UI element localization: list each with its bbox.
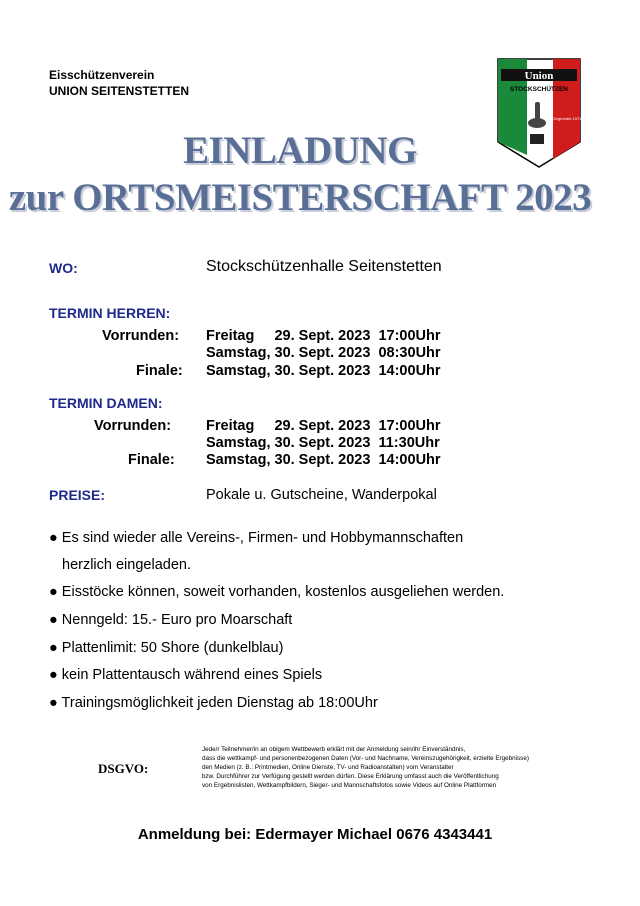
wo-value: Stockschützenhalle Seitenstetten	[206, 258, 442, 275]
dsgvo-line: den Medien (z. B.: Printmedien, Online Dienste, TV- und Radioanstalten) vom Veranstalter	[202, 764, 454, 771]
club-name	[49, 67, 189, 99]
list-item	[49, 530, 463, 546]
bullet-icon: ●	[49, 584, 58, 600]
title-line1: EINLADUNG	[183, 129, 417, 172]
bullet-icon: ●	[49, 667, 58, 683]
list-item	[49, 640, 283, 656]
dsgvo-text	[202, 745, 582, 790]
list-item-continuation: herzlich eingeladen.	[62, 557, 191, 573]
dsgvo-line: Jede/r Teilnehmer/in an obigem Wettbewerb erklärt mit der Anmeldung sein/ihr Einverständnis,	[202, 746, 466, 753]
list-item-text: Plattenlimit: 50 Shore (dunkelblau)	[61, 640, 284, 656]
dsgvo-line: dass die wettkampf- und personenbezogenen Daten (Vor- und Nachname, Vereinszugehörigkeit, erzielte Ergebnisse)	[202, 755, 529, 762]
herren-vorrunde-1: Freitag 29. Sept. 2023 17:00Uhr	[206, 328, 441, 344]
termin-damen-heading: TERMIN DAMEN:	[49, 395, 163, 411]
list-item	[49, 667, 322, 683]
damen-finale-label: Finale:	[128, 452, 175, 468]
bullet-icon: ●	[49, 530, 58, 546]
damen-vorrunde-1: Freitag 29. Sept. 2023 17:00Uhr	[206, 418, 441, 434]
club-name-line1: Eisschützenverein	[49, 68, 155, 82]
bullet-icon: ●	[49, 612, 58, 628]
list-item-text: kein Plattentausch während eines Spiels	[61, 667, 323, 683]
bullet-icon: ●	[49, 640, 58, 656]
damen-vorrunde-2: Samstag, 30. Sept. 2023 11:30Uhr	[206, 435, 440, 451]
wo-label: WO:	[49, 260, 78, 276]
damen-vorrunden-label: Vorrunden:	[94, 418, 172, 434]
list-item-text: Eisstöcke können, soweit vorhanden, kostenlos ausgeliehen werden.	[61, 584, 505, 600]
herren-vorrunde-2: Samstag, 30. Sept. 2023 08:30Uhr	[206, 345, 441, 361]
preise-value: Pokale u. Gutscheine, Wanderpokal	[206, 487, 437, 503]
signup-contact: Anmeldung bei: Edermayer Michael 0676 4343441	[137, 826, 493, 843]
damen-finale: Samstag, 30. Sept. 2023 14:00Uhr	[206, 452, 441, 468]
list-item-text: Es sind wieder alle Vereins-, Firmen- und Hobbymannschaften	[61, 530, 464, 546]
list-item	[49, 612, 292, 628]
termin-herren-heading: TERMIN HERREN:	[49, 305, 171, 321]
list-item-text: Trainingsmöglichkeit jeden Dienstag ab 18:00Uhr	[61, 695, 378, 711]
logo-top-text: Union	[524, 70, 554, 82]
dsgvo-line: bzw. Durchführer zur Verfügung gestellt werden dürfen. Diese Erklärung umfasst auch die Veröffentlichung	[202, 773, 499, 780]
bullet-icon: ●	[49, 695, 58, 711]
dsgvo-label: DSGVO:	[98, 761, 149, 776]
herren-finale: Samstag, 30. Sept. 2023 14:00Uhr	[206, 363, 441, 379]
logo-band-text: STOCKSCHÜTZEN	[509, 86, 569, 93]
list-item-text: Nenngeld: 15.- Euro pro Moarschaft	[61, 612, 293, 628]
dsgvo-line: von Ergebnislisten, Wettkampfbildern, Sieger- und Mannschaftsfotos sowie Videos auf Online Plattformen	[202, 782, 497, 789]
herren-finale-label: Finale:	[136, 363, 183, 379]
title-line2: zur ORTSMEISTERSCHAFT 2023	[8, 176, 592, 219]
list-item	[49, 695, 378, 711]
club-name-line2: UNION SEITENSTETTEN	[49, 84, 190, 98]
list-item	[49, 584, 504, 600]
logo-side-text: Gegründet 1971	[552, 116, 581, 121]
preise-label: PREISE:	[49, 487, 106, 503]
herren-vorrunden-label: Vorrunden:	[102, 328, 180, 344]
